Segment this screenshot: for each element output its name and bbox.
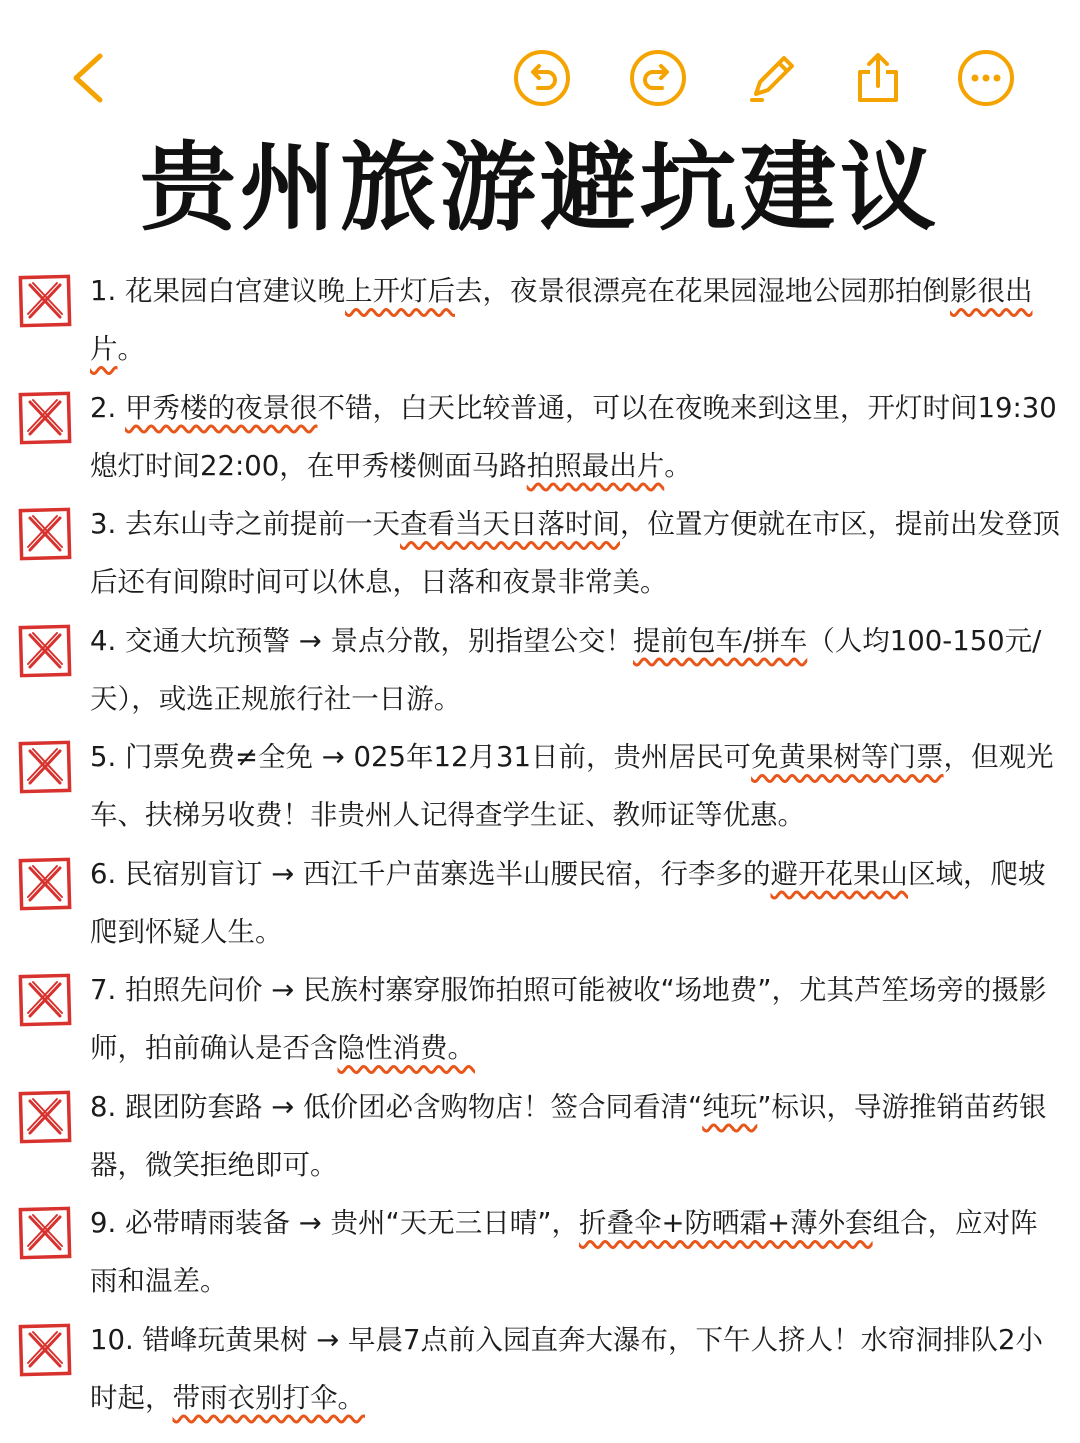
redo-icon[interactable] xyxy=(628,48,688,108)
highlighted-phrase: 避开花果山 xyxy=(770,857,909,890)
highlighted-phrase: 折叠伞+防晒霜+薄外套 xyxy=(579,1207,873,1239)
tip-item xyxy=(0,379,1080,496)
highlighted-phrase: 甲秀楼的夜景很 xyxy=(124,391,318,424)
tip-text xyxy=(90,1194,1065,1310)
tip-text-segment: 区域，爬坡爬到怀疑人生。 xyxy=(90,857,1046,948)
cross-mark-icon xyxy=(18,391,72,445)
tip-text-segment: 3. 去东山寺之前提前一天 xyxy=(90,508,400,540)
tip-text xyxy=(90,495,1065,611)
tip-text-segment: 1. 花果园白宫建议晚 xyxy=(90,275,345,307)
pencil-icon[interactable] xyxy=(742,48,802,108)
highlighted-phrase: 带雨衣别打伞。 xyxy=(172,1381,365,1414)
tip-item xyxy=(0,728,1080,845)
cross-mark-icon xyxy=(18,507,72,561)
tip-text-segment: 8. 跟团防套路 → 低价团必含购物店！签合同看清“ xyxy=(90,1090,703,1123)
highlighted-phrase: 纯玩 xyxy=(702,1090,758,1123)
cross-mark-icon xyxy=(18,857,72,911)
tip-text-segment: （人均100-150元/天），或选正规旅行社一日游。 xyxy=(90,624,1042,715)
tip-text-segment: 7. 拍照先问价 → 民族村寨穿服饰拍照可能被收“场地费”，尤其芦笙场旁的摄影师，拍前确认是否含 xyxy=(90,974,1047,1064)
tip-text-segment: 。 xyxy=(117,333,145,365)
tip-item xyxy=(0,1078,1080,1195)
tip-item xyxy=(0,612,1080,729)
tip-text-segment: 6. 民宿别盲订 → 西江千户苗寨选半山腰民宿，行李多的 xyxy=(90,857,771,890)
highlighted-phrase: 影很出片 xyxy=(90,275,1033,365)
tip-text-segment: 10. 错峰玩黄果树 → 早晨7点前入园直奔大瀑布，下午人挤人！水帘洞排队2小时起， xyxy=(90,1323,1043,1414)
highlighted-phrase: 拍照最出片 xyxy=(526,449,665,482)
tip-text xyxy=(90,961,1065,1077)
tip-text-segment: 5. 门票免费≠全免 → 025年12月31日前，贵州居民可 xyxy=(90,741,752,773)
highlighted-phrase: 查看当天日落时间 xyxy=(399,508,620,540)
cross-mark-icon xyxy=(18,274,72,328)
cross-mark-icon xyxy=(18,1323,72,1377)
cross-mark-icon xyxy=(18,1206,72,1260)
tip-text xyxy=(90,262,1065,378)
tip-text-segment: ，位置方便就在市区，提前出发登顶后还有间隙时间可以休息，日落和夜景非常美。 xyxy=(90,508,1060,598)
cross-mark-icon xyxy=(18,973,72,1027)
tip-text-segment: 4. 交通大坑预警 → 景点分散，别指望公交！ xyxy=(90,624,634,657)
page-title: 贵州旅游避坑建议 xyxy=(140,132,940,244)
cross-mark-icon xyxy=(18,740,72,794)
highlighted-phrase: 隐性消费。 xyxy=(337,1032,475,1064)
tip-text xyxy=(90,379,1065,495)
tip-item xyxy=(0,961,1080,1078)
tip-text xyxy=(90,728,1065,844)
tip-item xyxy=(0,845,1080,962)
tip-text xyxy=(90,1311,1065,1427)
tip-text xyxy=(90,845,1065,961)
tip-item xyxy=(0,495,1080,612)
tip-text-segment: 去，夜景很漂亮在花果园湿地公园那拍倒 xyxy=(454,275,950,307)
cross-mark-icon xyxy=(18,624,72,678)
top-toolbar xyxy=(0,0,1080,140)
more-icon[interactable] xyxy=(956,48,1016,108)
tips-list xyxy=(0,262,1080,1427)
cross-mark-icon xyxy=(18,1090,72,1144)
tip-text xyxy=(90,1078,1065,1194)
share-icon[interactable] xyxy=(848,48,908,108)
tip-item xyxy=(0,1311,1080,1428)
tip-item xyxy=(0,262,1080,379)
highlighted-phrase: 免黄果树等门票 xyxy=(751,741,944,773)
tip-text-segment: 2. xyxy=(90,391,125,424)
tip-text-segment: 组合，应对阵雨和温差。 xyxy=(90,1207,1038,1297)
tip-text-segment: 。 xyxy=(664,449,692,482)
tip-text-segment: 不错，白天比较普通，可以在夜晚来到这里，开灯时间19:30熄灯时间22:00，在甲秀楼侧面马路 xyxy=(90,391,1057,482)
tip-text-segment: ，但观光车、扶梯另收费！非贵州人记得查学生证、教师证等优惠。 xyxy=(90,741,1054,831)
highlighted-phrase: 提前包车/拼车 xyxy=(633,624,808,657)
tip-text-segment: 9. 必带晴雨装备 → 贵州“天无三日晴”， xyxy=(90,1207,579,1239)
highlighted-phrase: 上开灯后 xyxy=(344,275,455,307)
undo-icon[interactable] xyxy=(512,48,572,108)
tip-item xyxy=(0,1194,1080,1311)
tip-text xyxy=(90,612,1065,728)
tip-text-segment: ”标识，导游推销苗药银器，微笑拒绝即可。 xyxy=(90,1090,1047,1181)
back-icon[interactable] xyxy=(60,48,120,108)
